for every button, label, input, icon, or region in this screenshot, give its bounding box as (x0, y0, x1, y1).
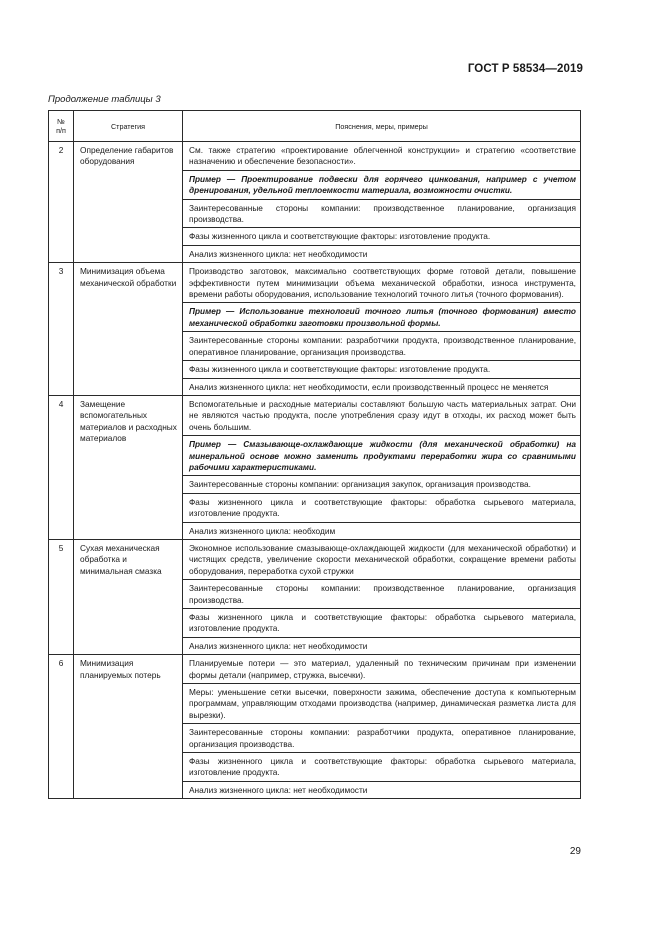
explanation-paragraph: Планируемые потери — это материал, удаленный по техническим причинам при изменении формы детали (например, стружка, высечки). (183, 655, 580, 684)
lifecycle-phases-paragraph: Фазы жизненного цикла и соответствующие факторы: изготовление продукта. (183, 228, 580, 245)
table-row (49, 655, 581, 799)
explanation-paragraph: Вспомогательные и расходные материалы составляют большую часть материальных затрат. Они не являются частью продукта, после употребления сразу идут в отходы, их расход может быть очень большим. (183, 396, 580, 436)
example-paragraph: Пример — Смазывающе-охлаждающие жидкости (для механической обработки) на минеральной основе можно заменить продуктами переработки жира со сравнимыми рабочими характеристиками. (183, 436, 580, 476)
table-header-row (49, 111, 581, 142)
lifecycle-phases-paragraph: Фазы жизненного цикла и соответствующие факторы: обработка сырьевого материала, изготовление продукта. (183, 753, 580, 782)
table-row (49, 142, 581, 263)
lifecycle-analysis-paragraph: Анализ жизненного цикла: нет необходимости, если производственный процесс не меняется (189, 381, 549, 392)
explanation-paragraph: Экономное использование смазывающе-охлаждающей жидкости (для механической обработки) и чистящих средств, увеличение скорости механической обработки, сокращение времени работы оборудования, переработка сухой стружки (183, 540, 580, 580)
lifecycle-phases-paragraph: Фазы жизненного цикла и соответствующие факторы: изготовление продукта. (183, 361, 580, 378)
column-header-strategy: Стратегия (74, 111, 183, 142)
stakeholders-paragraph: Заинтересованные стороны компании: производственное планирование, организация производства. (183, 580, 580, 609)
explanation-paragraph: См. также стратегию «проектирование облегченной конструкции» и стратегию «соответствие назначению и обеспечение безопасности». (183, 142, 580, 171)
column-header-number: № п/п (49, 111, 74, 142)
strategy-table (48, 110, 581, 799)
row-number: 3 (49, 263, 74, 396)
row-number: 5 (49, 539, 74, 654)
table-caption: Продолжение таблицы 3 (48, 94, 161, 105)
stakeholders-paragraph: Заинтересованные стороны компании: разработчики продукта, оперативное планирование, организация производства. (183, 724, 580, 753)
table-row (49, 263, 581, 396)
strategy-cell: Определение габаритов оборудования (74, 142, 183, 263)
explanation-cell (183, 142, 581, 263)
lifecycle-phases-paragraph: Фазы жизненного цикла и соответствующие факторы: обработка сырьевого материала, изготовление продукта. (183, 609, 580, 638)
stakeholders-paragraph: Заинтересованные стороны компании: производственное планирование, организация производства. (183, 200, 580, 229)
example-paragraph: Пример — Проектирование подвески для горячего цинкования, например с учетом дренирования, удельной теплоемкости материала, возможности очистки. (183, 171, 580, 200)
table-row (49, 539, 581, 654)
stakeholders-paragraph: Заинтересованные стороны компании: организация закупок, организация производства. (183, 476, 580, 493)
table-row (49, 395, 581, 539)
stakeholders-paragraph: Заинтересованные стороны компании: разработчики продукта, производственное планирование, оперативное планирование, организация производства. (183, 332, 580, 361)
explanation-cell (183, 655, 581, 799)
page-number: 29 (569, 846, 581, 857)
strategy-cell: Сухая механическая обработка и минимальная смазка (74, 539, 183, 654)
row-number: 4 (49, 395, 74, 539)
explanation-cell (183, 263, 581, 396)
strategy-cell: Минимизация объема механической обработки (74, 263, 183, 396)
example-paragraph: Пример — Использование технологий точного литья (точного формования) вместо механической обработки заготовки произвольной формы. (183, 303, 580, 332)
explanation-paragraph: Производство заготовок, максимально соответствующих форме готовой детали, повышение эффективности путем минимизации объема механической обработки, износа инструмента, времени работы оборудования, использование технологий точного литья (точного формования). (183, 263, 580, 303)
strategy-cell: Замещение вспомогательных материалов и расходных материалов (74, 395, 183, 539)
document-code: ГОСТ Р 58534—2019 (467, 63, 583, 75)
measures-paragraph: Меры: уменьшение сетки высечки, поверхности зажима, обеспечение доступа к компьютерным программам, управляющим отходами производства (например, динамическая разметка листа для вырезки). (183, 684, 580, 724)
explanation-cell (183, 539, 581, 654)
lifecycle-analysis-paragraph: Анализ жизненного цикла: нет необходимости (189, 640, 368, 651)
column-header-explanation: Пояснения, меры, примеры (183, 111, 581, 142)
lifecycle-phases-paragraph: Фазы жизненного цикла и соответствующие факторы: обработка сырьевого материала, изготовление продукта. (183, 494, 580, 523)
lifecycle-analysis-paragraph: Анализ жизненного цикла: нет необходимости (189, 784, 368, 795)
row-number: 6 (49, 655, 74, 799)
row-number: 2 (49, 142, 74, 263)
explanation-cell (183, 395, 581, 539)
lifecycle-analysis-paragraph: Анализ жизненного цикла: необходим (189, 525, 336, 536)
strategy-cell: Минимизация планируемых потерь (74, 655, 183, 799)
lifecycle-analysis-paragraph: Анализ жизненного цикла: нет необходимости (189, 248, 368, 259)
